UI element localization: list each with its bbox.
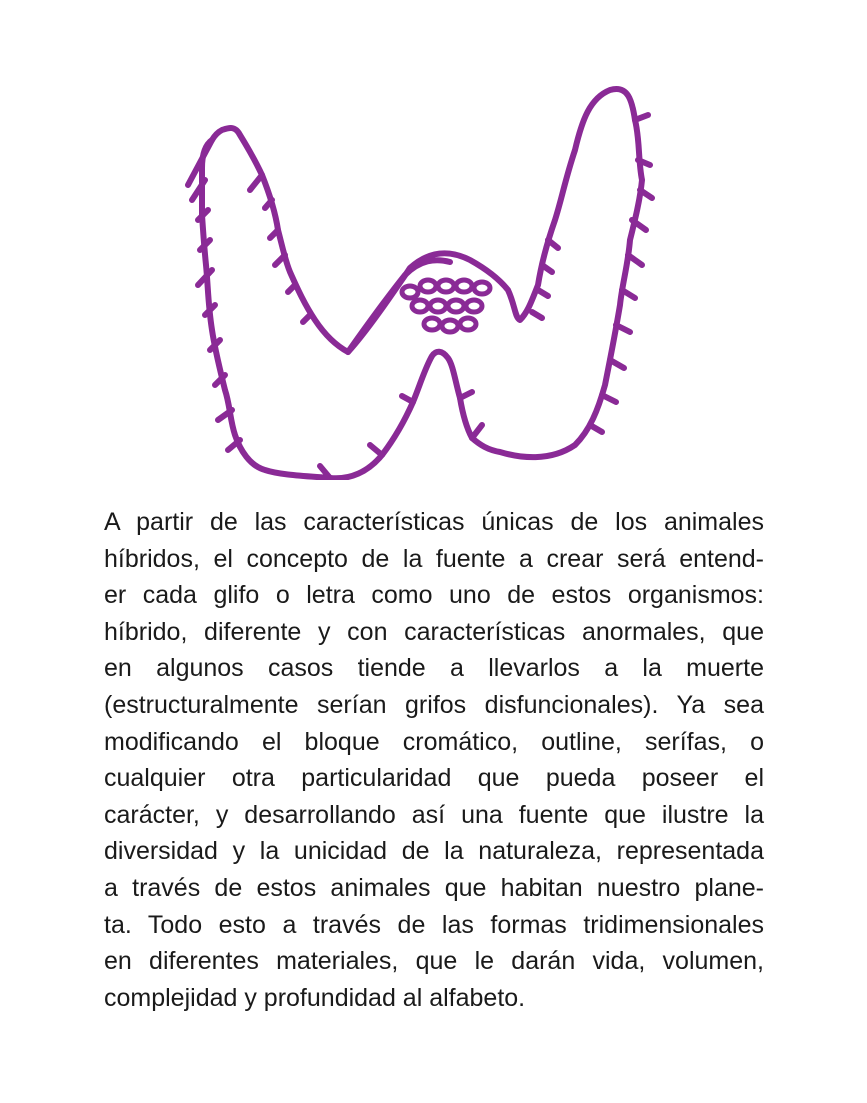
bottom-spikes [320,392,482,478]
body-line-3: er cada glifo o letra como uno de estos organismos: [104,581,764,610]
egg-cluster [402,280,490,332]
body-line-11: a través de estos animales que habitan nuestro plane- [104,873,764,902]
left-spikes [188,140,240,450]
body-line-14: complejidad y profundidad al alfabeto. [104,983,526,1012]
body-line-13: en diferentes materiales, que le darán vida, volumen, [104,947,764,976]
body-line-10: diversidad y la unicidad de la naturaleza, representada [104,837,764,866]
body-line-1: A partir de las características únicas de los animales [104,508,764,536]
body-line-12: ta. Todo esto a través de las formas tridimensionales [104,910,764,939]
body-line-8: cualquier otra particularidad que pueda poseer el [104,764,764,793]
body-line-4: híbrido, diferente y con características anormales, que [104,617,764,646]
body-line-9: carácter, y desarrollando así una fuente que ilustre la [104,800,764,829]
hybrid-creature-illustration [170,80,670,480]
body-line-2: híbridos, el concepto de la fuente a crear será entend- [104,544,764,573]
body-line-6: (estructuralmente serían grifos disfuncionales). Ya sea [104,690,764,719]
hybrid-creature-icon [170,80,670,480]
body-paragraph [104,504,764,1016]
right-spikes [590,115,652,432]
body-line-5: en algunos casos tiende a llevarlos a la muerte [104,654,764,683]
body-line-7: modificando el bloque cromático, outline, serífas, o [104,727,764,756]
